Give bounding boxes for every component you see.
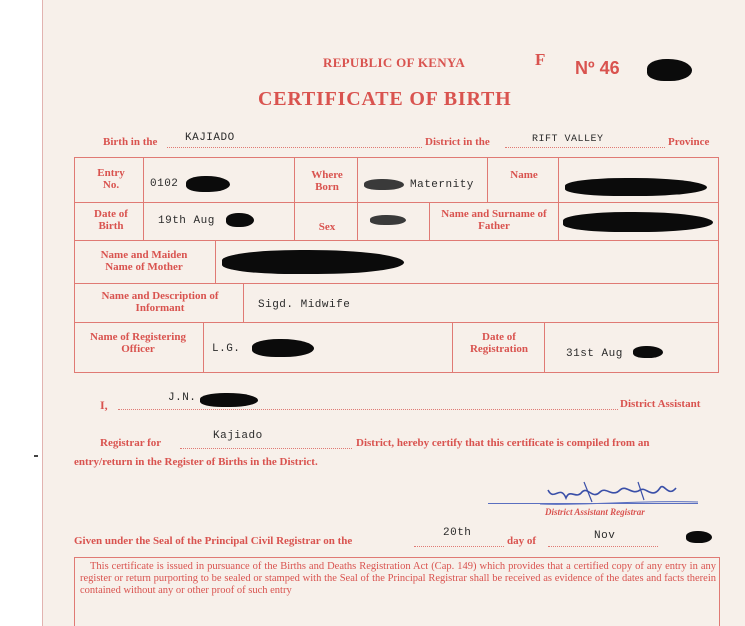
where-born-label: Where Born <box>311 169 343 193</box>
entry-no-redaction <box>186 176 230 192</box>
signature-underline <box>488 503 698 504</box>
certify-text-2: entry/return in the Register of Births in the District. <box>74 456 318 468</box>
year-redaction <box>686 531 712 543</box>
table-top-rule <box>74 157 719 158</box>
col-regdate-sep <box>452 322 453 372</box>
entry-no-value: 0102 <box>150 178 179 190</box>
certificate-title: CERTIFICATE OF BIRTH <box>258 88 512 110</box>
registration-date-value: 31st Aug <box>566 348 623 360</box>
registrar-for-dots <box>180 448 352 449</box>
sex-label: Sex <box>318 221 336 233</box>
col-regdate-value-sep <box>544 322 545 372</box>
footer-note: This certificate is issued in pursuance of the Births and Deaths Registration Act (Cap. 149) which provides that a certified copy of any entry in any register or return purporting to be sealed or stamped with the Seal of the Principal Registrar shall be received as evidence of the dates and facts therein contained without any or other proof of such entry <box>80 561 716 596</box>
margin-mark <box>34 455 38 457</box>
rule-row2 <box>74 240 719 241</box>
col-father-sep <box>429 202 430 240</box>
birth-in-dots <box>167 147 422 148</box>
day-value: 20th <box>443 527 472 539</box>
dob-redaction <box>226 213 254 227</box>
certify-text: District, hereby certify that this certificate is compiled from an <box>356 437 650 449</box>
rule-row3 <box>74 283 719 284</box>
district-value: RIFT VALLEY <box>532 134 604 145</box>
i-value: J.N. <box>168 392 197 404</box>
dob-value: 19th Aug <box>158 215 215 227</box>
mother-redaction <box>222 250 404 274</box>
serial-redaction <box>647 59 692 81</box>
col-mother-sep <box>215 240 216 283</box>
col-name-sep <box>487 157 488 202</box>
father-label: Name and Surname of Father <box>441 208 547 232</box>
birth-in-label: Birth in the <box>103 136 158 148</box>
registration-date-redaction <box>633 346 663 358</box>
sex-redaction <box>370 215 406 225</box>
col-officer-sep <box>203 322 204 372</box>
republic-heading: REPUBLIC OF KENYA <box>323 55 466 70</box>
day-dots <box>414 546 504 547</box>
role-label: District Assistant <box>620 398 701 410</box>
where-born-value: Maternity <box>410 179 474 191</box>
col-where-sep <box>294 157 295 240</box>
registrar-for-label: Registrar for <box>100 437 162 449</box>
dob-label: Date of Birth <box>94 208 128 232</box>
mother-label: Name and Maiden Name of Mother <box>100 249 188 273</box>
where-born-redaction <box>364 179 404 190</box>
table-left-rule <box>74 157 75 372</box>
i-label: I, <box>100 398 108 412</box>
i-redaction <box>200 393 258 407</box>
registrar-for-value: Kajiado <box>213 430 263 442</box>
col-name-value-sep <box>558 157 559 240</box>
month-value: Nov <box>594 530 616 542</box>
entry-no-label: Entry No. <box>97 167 125 191</box>
registration-date-label: Date of Registration <box>469 331 529 355</box>
officer-redaction <box>252 339 314 357</box>
month-dots <box>548 546 658 547</box>
col-entry-sep <box>143 157 144 240</box>
col-where-value-sep <box>357 157 358 240</box>
serial-number: Nº 46 <box>575 58 620 78</box>
district-label: District in the <box>425 136 490 148</box>
informant-label: Name and Description of Informant <box>101 290 219 314</box>
paper-edge <box>42 0 43 626</box>
given-under-seal-label: Given under the Seal of the Principal Civil Registrar on the <box>74 535 353 547</box>
child-name-redaction <box>565 178 707 196</box>
form-letter: F <box>535 50 546 69</box>
name-label: Name <box>510 169 538 181</box>
province-label: Province <box>668 136 710 148</box>
rule-row4 <box>74 322 719 323</box>
birth-in-value: KAJIADO <box>185 132 235 144</box>
district-dots <box>505 147 665 148</box>
rule-row5 <box>74 372 719 373</box>
signature-role: District Assistant Registrar <box>545 507 645 517</box>
father-redaction <box>563 212 713 232</box>
informant-value: Sigd. Midwife <box>258 299 351 311</box>
registering-officer-label: Name of Registering Officer <box>90 331 186 355</box>
day-of-label: day of <box>507 535 537 547</box>
col-informant-sep <box>243 283 244 322</box>
registering-officer-value: L.G. <box>212 343 241 355</box>
table-right-rule <box>718 157 719 372</box>
rule-row1 <box>74 202 719 203</box>
i-dots <box>118 409 618 410</box>
